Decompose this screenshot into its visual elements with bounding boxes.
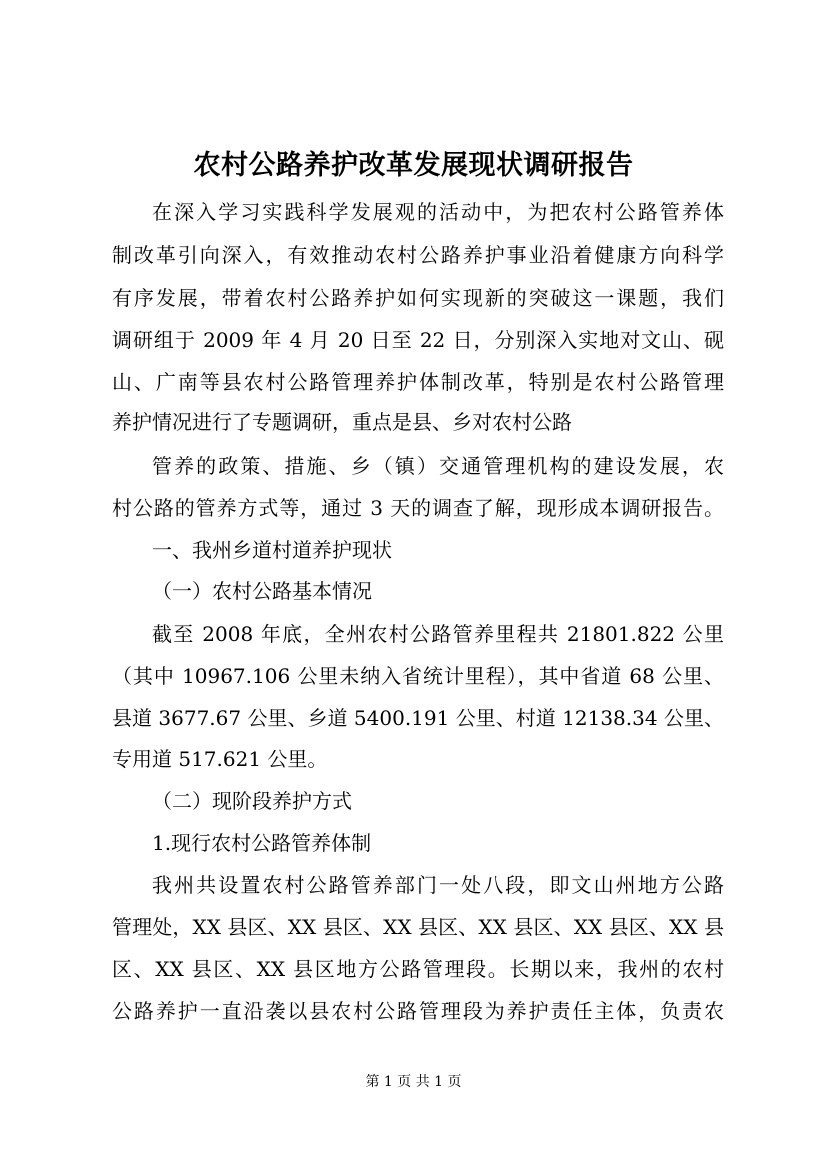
item-heading: 1.现行农村公路管养体制 [152, 831, 372, 855]
paragraph-line: 我州共设置农村公路管养部门一处八段，即文山州地方公路 [152, 873, 724, 897]
paragraph-line: 公路养护一直沿袭以县农村公路管理段为养护责任主体，负责农 [112, 999, 724, 1023]
paragraph-line: 调研组于 2009 年 4 月 20 日至 22 日，分别深入实地对文山、砚 [112, 328, 724, 352]
paragraph-line: 截至 2008 年底，全州农村公路管养里程共 21801.822 公里 [152, 622, 724, 646]
paragraph-line: 管理处，XX 县区、XX 县区、XX 县区、XX 县区、XX 县区、XX 县 [112, 915, 724, 939]
subsection-heading: （一）农村公路基本情况 [152, 579, 372, 603]
paragraph-line: 专用道 517.621 公里。 [112, 747, 328, 771]
paragraph-line: （其中 10967.106 公里未纳入省统计里程），其中省道 68 公里、 [112, 664, 724, 688]
paragraph-line: 养护情况进行了专题调研，重点是县、乡对农村公路 [112, 410, 572, 434]
paragraph-line: 有序发展，带着农村公路养护如何实现新的突破这一课题，我们 [112, 286, 724, 310]
subsection-heading: （二）现阶段养护方式 [152, 789, 352, 813]
section-heading: 一、我州乡道村道养护现状 [152, 538, 392, 562]
page-number-footer: 第 1 页 共 1 页 [365, 1074, 462, 1090]
paragraph-line: 在深入学习实践科学发展观的活动中，为把农村公路管养体 [152, 200, 724, 224]
paragraph-line: 区、XX 县区、XX 县区地方公路管理段。长期以来，我州的农村 [112, 957, 724, 981]
paragraph-line: 山、广南等县农村公路管理养护体制改革，特别是农村公路管理 [112, 370, 724, 394]
paragraph-line: 县道 3677.67 公里、乡道 5400.191 公里、村道 12138.34 公里、 [112, 706, 724, 730]
document-title: 农村公路养护改革发展现状调研报告 [193, 150, 634, 181]
paragraph-line: 管养的政策、措施、乡（镇）交通管理机构的建设发展，农 [152, 454, 724, 478]
paragraph-line: 村公路的管养方式等，通过 3 天的调查了解，现形成本调研报告。 [112, 496, 724, 520]
paragraph-line: 制改革引向深入，有效推动农村公路养护事业沿着健康方向科学 [112, 243, 724, 267]
